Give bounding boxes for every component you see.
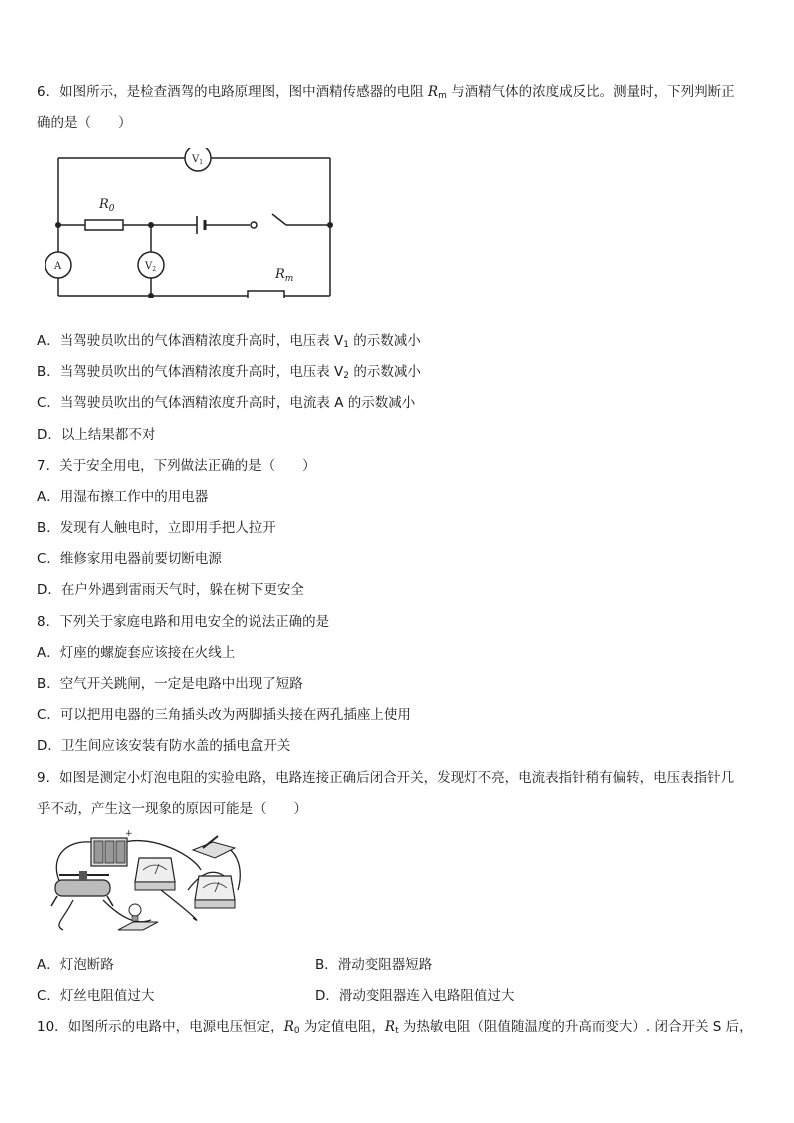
v2-label: $V_2$ — [145, 261, 157, 273]
q9-option-d[interactable]: D．滑动变阻器连入电路阻值过大 — [315, 988, 515, 1004]
battery-pack — [91, 830, 133, 866]
q8-option-c[interactable]: C．可以把用电器的三角插头改为两脚插头接在两孔插座上使用 — [37, 707, 411, 723]
q7-option-c[interactable]: C．维修家用电器前要切断电源 — [37, 551, 222, 567]
q8-option-d[interactable]: D．卫生间应该安装有防水盖的插电盒开关 — [37, 738, 291, 754]
q6-rm-sub: m — [438, 91, 447, 101]
q6-option-b[interactable]: B．当驾驶员吹出的气体酒精浓度升高时，电压表 $V_2$ 的示数减小 — [37, 364, 421, 381]
q6-option-d[interactable]: D．以上结果都不对 — [37, 427, 156, 443]
voltmeter-device — [195, 876, 235, 908]
q9-option-b[interactable]: B．滑动变阻器短路 — [315, 957, 433, 973]
q6-stem-line1 — [37, 82, 735, 106]
q10-rt-symbol: R — [384, 1019, 396, 1035]
rm-label: $R_m$ — [275, 267, 294, 284]
wire-e — [161, 890, 197, 920]
q8-option-a[interactable]: A．灯座的螺旋套应该接在火线上 — [37, 645, 236, 661]
q6-circuit-diagram — [45, 148, 345, 298]
r0-resistor — [85, 220, 123, 230]
junction-dot-left — [55, 222, 61, 228]
wire-d — [103, 900, 151, 922]
switch-contact — [251, 222, 257, 228]
q6-option-a[interactable]: A．当驾驶员吹出的气体酒精浓度升高时，电压表 $V_1$ 的示数减小 — [37, 333, 421, 350]
switch-blade — [272, 214, 286, 225]
junction-dot-mid — [148, 222, 154, 228]
q9-stem-line1: 9．如图是测定小灯泡电阻的实验电路，电路连接正确后闭合开关，发现灯不亮，电流表指针稍有偏转，电压表指针几 — [37, 770, 735, 786]
r0-label: $R_0$ — [99, 197, 115, 214]
junction-dot-right — [327, 222, 333, 228]
q7-option-b[interactable]: B．发现有人触电时，立即用手把人拉开 — [37, 520, 276, 536]
q8-stem: 8．下列关于家庭电路和用电安全的说法正确的是 — [37, 614, 330, 630]
ammeter-device — [135, 858, 175, 890]
wire-g — [59, 900, 73, 930]
junction-dot-bottom — [148, 293, 154, 298]
q6-stem-text-b: 与酒精气体的浓度成反比。测量时，下列判断正 — [446, 84, 735, 100]
q8-option-b[interactable]: B．空气开关跳闸，一定是电路中出现了短路 — [37, 676, 303, 692]
q6-option-c[interactable]: C．当驾驶员吹出的气体酒精浓度升高时，电流表 A 的示数减小 — [37, 395, 416, 411]
q7-option-a[interactable]: A．用湿布擦工作中的用电器 — [37, 489, 209, 505]
v1-label: $V_1$ — [192, 154, 204, 166]
q7-option-d[interactable]: D．在户外遇到雷雨天气时，躲在树下更安全 — [37, 582, 304, 598]
knife-switch — [193, 836, 235, 858]
q6-stem-line2: 确的是（ ） — [37, 115, 132, 131]
rm-resistor — [248, 291, 284, 298]
q7-stem: 7．关于安全用电，下列做法正确的是（ ） — [37, 458, 316, 474]
q6-rm-symbol: R — [427, 84, 439, 100]
q6-stem-text-a: 6．如图所示，是检查酒驾的电路原理图，图中酒精传感器的电阻 — [37, 84, 428, 100]
q9-stem-line2: 乎不动，产生这一现象的原因可能是（ ） — [37, 801, 307, 817]
q9-apparatus-illustration — [43, 830, 253, 940]
q9-option-a[interactable]: A．灯泡断路 — [37, 957, 114, 973]
q10-stem: 10．如图所示的电路中，电源电压恒定，$R_0$ 为定值电阻，$R_t$ 为热敏电阻（阻值随温度的升高而变大）. 闭合开关 S 后， — [37, 1019, 753, 1036]
svg-text:+: + — [125, 830, 133, 839]
q10-r0-symbol: R — [283, 1019, 294, 1035]
ammeter-label: A — [54, 261, 62, 272]
q9-option-c[interactable]: C．灯丝电阻值过大 — [37, 988, 155, 1004]
